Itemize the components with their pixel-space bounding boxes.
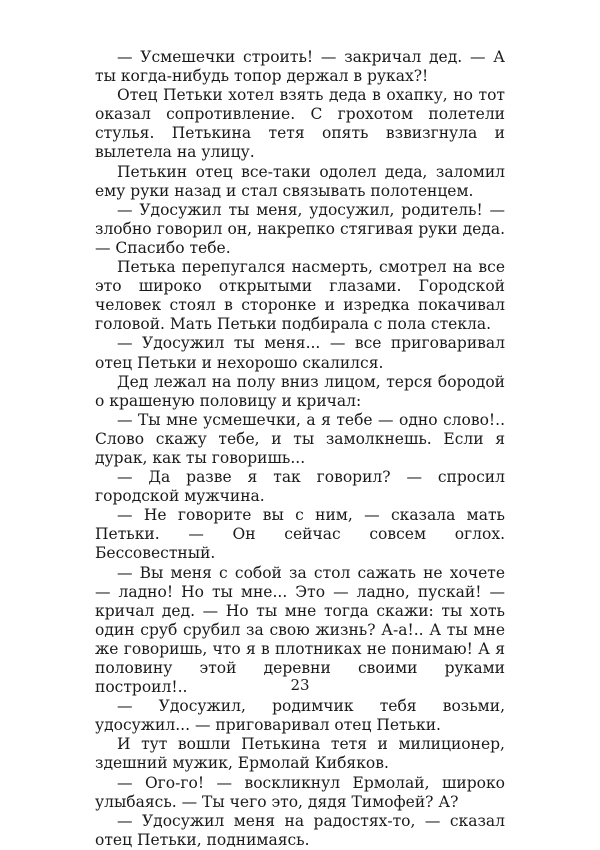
page-text bbox=[95, 48, 505, 850]
paragraph-2: Отец Петьки хотел взять деда в охапку, но тот оказал сопротивление. С грохотом полетели стулья. Петькина тетя опять взвизгнула и вылетела на улицу. bbox=[95, 86, 505, 162]
paragraph-12: — Удосужил, родимчик тебя возьми, удосужил... — приговаривал отец Петьки. bbox=[95, 697, 505, 735]
paragraph-15: — Удосужил меня на радостях-то, — сказал отец Петьки, поднимаясь. bbox=[95, 811, 505, 849]
paragraph-11: — Вы меня с собой за стол сажать не хочете — ладно! Но ты мне... Это — ладно, пускай! — кричал дед. — Но ты мне тогда скажи: ты хоть один сруб срубил за свою жизнь? А-а!.. А ты мне же говоришь, что я в плотниках не понимаю! А я половину этой деревни своими руками построил!.. bbox=[95, 563, 505, 697]
paragraph-14: — Ого-го! — воскликнул Ермолай, широко улыбаясь. — Ты чего это, дядя Тимофей? А? bbox=[95, 773, 505, 811]
paragraph-7: Дед лежал на полу вниз лицом, терся бородой о крашеную половицу и кричал: bbox=[95, 372, 505, 410]
paragraph-9: — Да разве я так говорил? — спросил городской мужчина. bbox=[95, 468, 505, 506]
paragraph-1: — Усмешечки строить! — закричал дед. — А ты когда-нибудь топор держал в руках?! bbox=[95, 48, 505, 86]
paragraph-6: — Удосужил ты меня... — все приговаривал отец Петьки и нехорошо скалился. bbox=[95, 334, 505, 372]
paragraph-10: — Не говорите вы с ним, — сказала мать Петьки. — Он сейчас совсем оглох. Бессовестный. bbox=[95, 506, 505, 563]
paragraph-5: Петька перепугался насмерть, смотрел на все это широко открытыми глазами. Городской человек стоял в сторонке и изредка покачивал головой. Мать Петьки подбирала с пола стекла. bbox=[95, 258, 505, 334]
paragraph-8: — Ты мне усмешечки, а я тебе — одно слово!.. Слово скажу тебе, и ты замолкнешь. Если я дурак, как ты говоришь... bbox=[95, 410, 505, 467]
page-number: 23 bbox=[290, 676, 310, 694]
paragraph-4: — Удосужил ты меня, удосужил, родитель! — злобно говорил он, накрепко стягивая руки деда. — Спасибо тебе. bbox=[95, 200, 505, 257]
paragraph-3: Петькин отец все-таки одолел деда, заломил ему руки назад и стал связывать полотенцем. bbox=[95, 162, 505, 200]
paragraph-13: И тут вошли Петькина тетя и милиционер, здешний мужик, Ермолай Кибяков. bbox=[95, 735, 505, 773]
